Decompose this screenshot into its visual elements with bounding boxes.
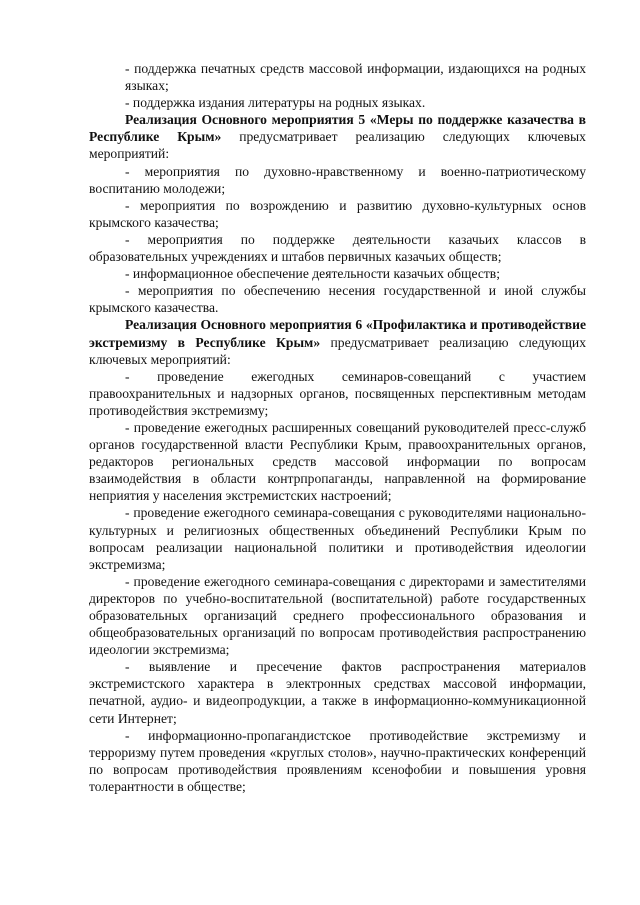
paragraph: - мероприятия по духовно-нравственному и военно-патриотическому воспитанию молодежи; [89, 163, 586, 196]
paragraph: - проведение ежегодных расширенных совещаний руководителей пресс-служб органов государственной власти Республики Крым, правоохранительных органов, редакторов региональных средств массовой информации по вопросам взаимодействия в области контрпропаганды, направленной на формирование неприятия у населения экстремистских настроений; [89, 419, 586, 504]
paragraph-text: предусматривает реализацию следующих ключевых мероприятий: [89, 129, 586, 162]
paragraph: - проведение ежегодных семинаров-совещаний с участием правоохранительных и надзорных органов, посвященных перспективным методам противодействия экстремизму; [89, 368, 586, 418]
bold-lead: Реализация Основного мероприятия 6 «Профилактика и противодействие экстремизму в Республике Крым» [89, 317, 586, 350]
paragraph: - поддержка печатных средств массовой информации, издающихся на родных языках; [125, 61, 586, 94]
paragraph: - поддержка издания литературы на родных языках. [125, 95, 426, 111]
paragraph: - мероприятия по обеспечению несения государственной и иной службы крымского казачества. [89, 283, 586, 316]
paragraph [89, 111, 586, 162]
paragraph: - проведение ежегодного семинара-совещания с руководителями национально-культурных и религиозных общественных объединений Республики Крым по вопросам реализации национальной политики и противодействия идеологии экстремизма; [89, 505, 586, 572]
paragraph: - мероприятия по поддержке деятельности казачьих классов в образовательных учреждениях и штабов первичных казачьих обществ; [89, 231, 586, 265]
bold-lead: Реализация Основного мероприятия 5 «Меры по поддержке казачества в Республике Крым» [89, 112, 586, 145]
paragraph: - проведение ежегодного семинара-совещания с директорами и заместителями директоров по учебно-воспитательной (воспитательной) работе государственных образовательных организаций среднего профессионального образования и общеобразовательных организаций по вопросам противодействия распространению идеологии экстремизма; [89, 573, 586, 658]
paragraph: - мероприятия по возрождению и развитию духовно-культурных основ крымского казачества; [89, 197, 586, 230]
paragraph: - информационно-пропагандистское противодействие экстремизму и терроризму путем проведения «круглых столов», научно-практических конференций по вопросам противодействия проявлениям ксенофобии и повышения уровня толерантности в обществе; [89, 727, 586, 794]
paragraph-text: предусматривает реализацию следующих ключевых мероприятий: [89, 334, 586, 367]
paragraph [89, 316, 586, 367]
paragraph: - выявление и пресечение фактов распространения материалов экстремистского характера в электронных средствах массовой информации, печатной, аудио- и видеопродукции, а также в информационно-коммуникационной сети Интернет; [89, 659, 586, 726]
paragraph: - информационное обеспечение деятельности казачьих обществ; [125, 266, 501, 282]
